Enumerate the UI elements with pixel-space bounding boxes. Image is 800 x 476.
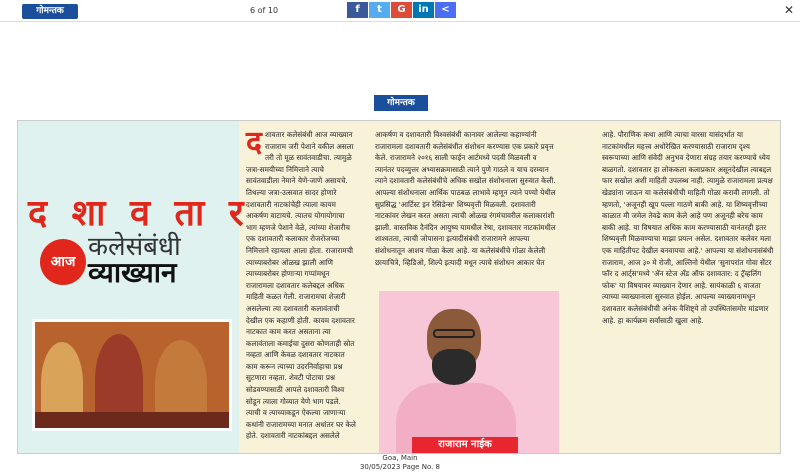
date-page-label: 30/05/2023 Page No. 8	[359, 463, 441, 471]
article-column-2	[375, 129, 558, 289]
edition-label: Goa, Main	[382, 454, 418, 462]
headline-dashavatar: द शा व ता र	[28, 193, 250, 234]
column-1-text: शावतार कलेसंबंधी आज व्याख्यान राजाराम जरी पेशाने वकील असला तरी तो मूळ सावंतवाडीचा. त्यामुळे जत्रा-समयीच्या निमित्ताने त्याचे सावंतवाडीला नेमाने येणे-जाणे असायचे. तिथल्या जत्रा-उत्सवात सादर होणारे दशावतारी नाटकांचेही त्याला कायम आकर्षण वाटायचे. त्यातच योगायोगाचा भाग म्हणजे पेशाने वेळे, त्यांच्या शेजारीच एक दशावतारी कलाकार रोजरोजच्या निमित्ताने रहायला आला होता. राजारामची त्याच्याबरोबर ओळख झाली आणि त्याच्याबरोबर होणाऱ्या गप्पांमधून राजारामला दशावतार कलेबद्दल अधिक माहिती कळत गेली. राजारामचा शेजारी असलेल्या त्या दशावतारी कलावंताची देखील एक कहाणी होती. कायम दशावतार नाटकात काम करत असताना त्या कलावंताला कमाईचा दुसरा कोणताही स्रोत नव्हता आणि केवळ दशावतार नाटकात काम करून त्याच्या उदरनिर्वाहाचा प्रश्न सुटणारा नव्हता. शेवटी पोटाचा प्रश्न सोडवण्यासाठी आपले दशावतारी विश्व सोडून त्याला गोव्यात येणे भाग पडले. त्याची व त्याच्याकडून ऐकल्या जाणाऱ्या कथांनी राजारामच्या मनात अधांतर घर केले होते. दशावतारी नाटकांबद्दल असलेले	[246, 130, 356, 441]
article-column-3	[602, 129, 774, 326]
facebook-icon: f	[355, 4, 360, 15]
headline-vyakhyan: व्याख्यान	[88, 256, 177, 289]
google-plus-share-button[interactable]	[391, 2, 412, 18]
article-column-1	[246, 125, 356, 442]
dashavatar-performers-photo	[32, 319, 232, 431]
drop-cap: द	[246, 125, 262, 160]
twitter-icon: t	[377, 4, 382, 15]
aaj-badge: आज	[40, 239, 86, 285]
google-plus-icon: G	[397, 4, 406, 15]
share-icon: <	[441, 4, 450, 15]
column-3-text: आहे. पौराणिक कथा आणि त्याचा वारसा यासंदर्भात या नाटकांमधील महत्त्व अधोरेखित करण्यासाठी राजाराम दृश्य स्वरूपाच्या आणि संवेदी अनुभव देणारा संग्रह तयार करण्याचे ध्येय बाळगतो. दशावतार हा लोककला कलाप्रकार असूनदेखील त्याबद्दल फार सखोल अशी माहिती उपलब्ध नाही. त्यामुळे राजारामला प्रत्यक्ष खेड्यांना जाऊन या कलेसंबंधीची माहिती गोळा करावी लागली. तो म्हणतो, 'अजूनही खूप पल्ला गाठणे बाकी आहे. या शिष्यवृत्तीच्या काळात मी जमेल तेवढे काम केले आहे पण अजूनही बरेच काम बाकी आहे. या विषयात अधिक काम करण्यासाठी यानंतरही इतर शिष्यवृत्ती मिळवण्याचा माझा प्रयत्न असेल. दशावतार कलेवर मला एक माहितीपट देखील बनवायचा आहे.' आपल्या या संशोधनासंबंधी राजाराम, आज ३० मे रोजी, आल्तिनो येथील 'सुनापरांत गोवा सेंटर फॉर द आर्ट्स'मध्ये 'ॲन स्टेज ॲंड ऑफ दशावतार: द ट्रॅव्हलिंग फोक' या विषयावर व्याख्यान देणार आहे. सायंकाळी ६ वाजता त्याच्या व्याख्यानाला सुरुवात होईल. आपल्या व्याख्यानामधून दशावतार कलेसंबंधीची अनेक वैशिष्ट्ये तो उपस्थितांसमोर मांडणार आहे. हा कार्यक्रम सर्वांसाठी खुला आहे.	[602, 130, 774, 325]
page-footer	[0, 454, 800, 476]
close-icon[interactable]: ✕	[783, 3, 794, 17]
headline-kalesambandhi: कलेसंबंधी	[88, 232, 181, 262]
twitter-share-button[interactable]	[369, 2, 390, 18]
article-panel	[17, 120, 781, 454]
top-toolbar	[0, 0, 800, 22]
gomantak-logo[interactable]: गोमन्तक	[22, 4, 78, 19]
portrait-glasses	[433, 329, 475, 338]
share-button[interactable]	[435, 2, 456, 18]
linkedin-share-button[interactable]	[413, 2, 434, 18]
column-2-text: आकर्षण व दशावतारी विश्वसंबंधी कानावर आलेल्या कहाण्यांनी राजारामला दशावतारी कलेसंबंधीत संशोधन करण्यास एक प्रकारे प्रवृत्त केले. राजारामने २०१६ साली फाईन आर्टमध्ये पदवी मिळवली व त्यानंतर पदव्युत्तर अभ्यासक्रमासाठी त्याने पुणे गाठले व याच दरम्यान त्याने दशावतारी कलेसंबंधीचे अधिक सखोल संशोधनाला सुरुवात केली. आपल्या संशोधनाला आर्थिक पाठबळ लाभावे म्हणून त्याने पण्यो येथील सुप्रसिद्ध 'आर्टिस्ट इन रेसिडेन्स' शिष्यवृत्ती मिळवली. दशावतारी नाटकांवर लेखन करत असता त्याची ओळख रंगमंचावरील कलाकारांशी झाली. वास्तविक दैनंदिन आयुष्य यामधील रेषा, दशावतार नाटकांमधील शाश्वतता, त्याची जोपासना इत्यादीसंबंधी राजारामने आपल्या संशोधनातून आशय गोळा केला आहे. या कलेसंबंधीचे गोळा केलेली छायाचित्रे, व्हिडिओ, शिल्पे इत्यादी मधून त्याचे संशोधन आकार घेत	[375, 130, 556, 267]
linkedin-icon: in	[418, 4, 429, 15]
portrait-name-tag: राजाराम नाईक	[412, 437, 518, 453]
facebook-share-button[interactable]	[347, 2, 368, 18]
page-counter: 6 of 10	[250, 6, 279, 15]
portrait-beard	[432, 349, 476, 385]
gomantak-page-logo: गोमन्तक	[374, 95, 428, 111]
newspaper-clip	[0, 22, 800, 454]
